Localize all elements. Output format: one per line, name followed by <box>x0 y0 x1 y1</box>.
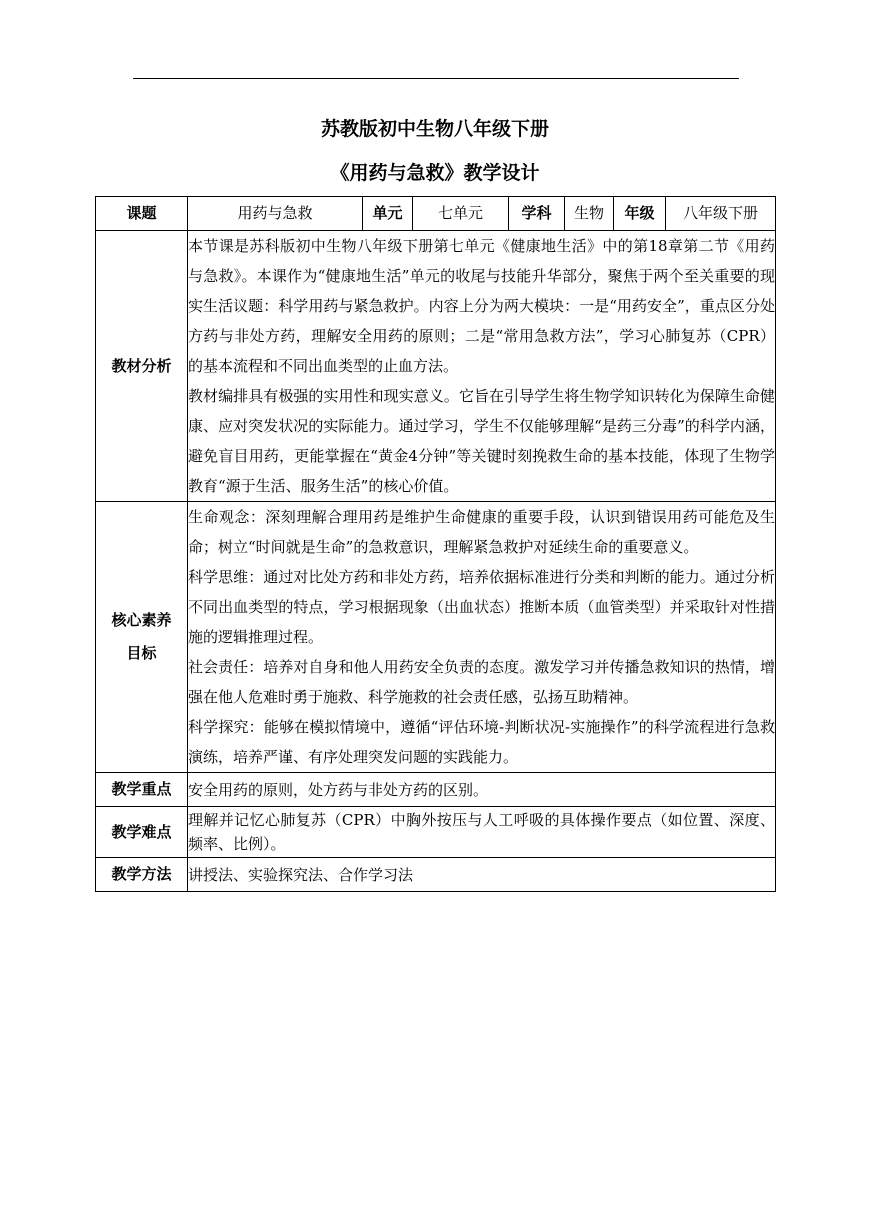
analysis-label: 教材分析 <box>96 231 188 502</box>
analysis-content <box>188 231 776 502</box>
key-point-text: 安全用药的原则，处方药与非处方药的区别。 <box>188 780 489 799</box>
analysis-row <box>96 231 776 502</box>
core-paragraph-thinking: 科学思维：通过对比处方药和非处方药，培养依据标准进行分类和判断的能力。通过分析不同出血类型的特点，学习根据现象（出血状态）推断本质（血管类型）并采取针对性措施的逻辑推理过程。 <box>188 568 775 646</box>
difficulty-content <box>188 807 776 858</box>
core-paragraph-inquiry: 科学探究：能够在模拟情境中，遵循“评估环境-判断状况-实施操作”的科学流程进行急救演练，培养严谨、有序处理突发问题的实践能力。 <box>188 718 775 766</box>
subject-value: 生物 <box>565 197 614 231</box>
method-row <box>96 858 776 892</box>
difficulty-label: 教学难点 <box>96 807 188 858</box>
core-paragraph-life: 生命观念：深刻理解合理用药是维护生命健康的重要手段，认识到错误用药可能危及生命；树立“时间就是生命”的急救意识，理解紧急救护对延续生命的重要意义。 <box>188 508 775 556</box>
header-rule <box>133 78 739 79</box>
subject-label: 学科 <box>509 197 565 231</box>
analysis-paragraph: 本节课是苏科版初中生物八年级下册第七单元《健康地生活》中的第18章第二节《用药与急救》。本课作为“健康地生活”单元的收尾与技能升华部分，聚焦于两个至关重要的现实生活议题：科学用药与紧急救护。内容上分为两大模块：一是“用药安全”，重点区分处方药与非处方药，理解安全用药的原则；二是“常用急救方法”，学习心肺复苏（CPR）的基本流程和不同出血类型的止血方法。 <box>188 237 775 375</box>
core-literacy-content <box>188 502 776 773</box>
topic-label: 课题 <box>96 197 188 231</box>
topic-value: 用药与急救 <box>188 197 363 231</box>
unit-value: 七单元 <box>413 197 509 231</box>
method-text: 讲授法、实验探究法、合作学习法 <box>188 865 414 884</box>
difficulty-row <box>96 807 776 858</box>
lesson-plan-table <box>95 196 776 892</box>
document-subtitle: 《用药与急救》教学设计 <box>330 162 540 184</box>
core-paragraph-responsibility: 社会责任：培养对自身和他人用药安全负责的态度。激发学习并传播急救知识的热情，增强在他人危难时勇于施救、科学施救的社会责任感，弘扬互助精神。 <box>188 658 775 706</box>
core-literacy-label <box>96 502 188 773</box>
analysis-paragraph: 教材编排具有极强的实用性和现实意义。它旨在引导学生将生物学知识转化为保障生命健康、应对突发状况的实际能力。通过学习，学生不仅能够理解“是药三分毒”的科学内涵，避免盲目用药，更能掌握在“黄金4分钟”等关键时刻挽救生命的基本技能，体现了生物学教育“源于生活、服务生活”的核心价值。 <box>188 387 775 495</box>
method-label: 教学方法 <box>96 858 188 892</box>
core-literacy-label-line1: 核心素养 <box>111 611 172 629</box>
grade-label: 年级 <box>614 197 666 231</box>
method-content <box>188 858 776 892</box>
key-point-content <box>188 773 776 807</box>
key-point-label: 教学重点 <box>96 773 188 807</box>
key-point-row <box>96 773 776 807</box>
core-literacy-row <box>96 502 776 773</box>
core-literacy-label-line2: 目标 <box>126 644 157 662</box>
document-title: 苏教版初中生物八年级下册 <box>320 118 549 140</box>
grade-value: 八年级下册 <box>666 197 776 231</box>
header-info-row <box>96 197 776 231</box>
unit-label: 单元 <box>363 197 413 231</box>
difficulty-text: 理解并记忆心肺复苏（CPR）中胸外按压与人工呼吸的具体操作要点（如位置、深度、频率、比例）。 <box>188 811 775 853</box>
